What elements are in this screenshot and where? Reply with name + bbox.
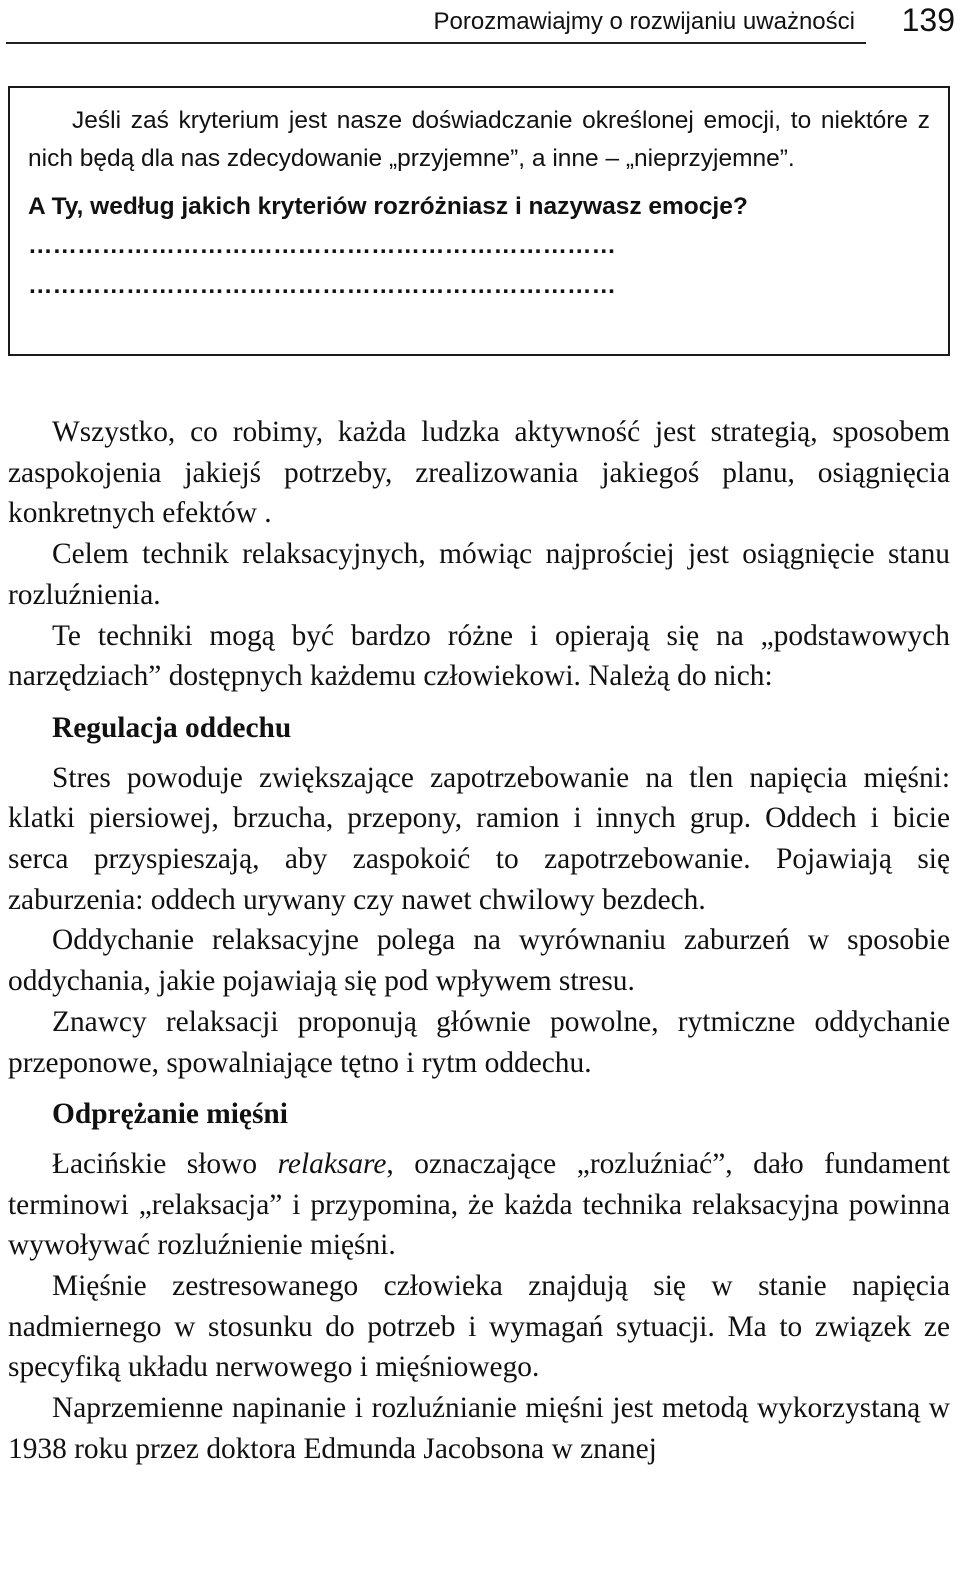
section-heading-muscles: Odprężanie mięśni [52, 1098, 288, 1131]
muscles-paragraph-1 [8, 1144, 950, 1266]
page-number: 139 [901, 2, 955, 38]
intro-paragraph-3: Te techniki mogą być bardzo różne i opierają się na „podstawowych narzędziach” dostępnych każdemu człowiekowi. Należą do nich: [8, 619, 950, 693]
running-title: Porozmawiajmy o rozwijaniu uważności [433, 8, 855, 35]
header-rule [6, 42, 866, 44]
reflection-box [8, 86, 950, 356]
muscles-paragraph-1-rest: , oznaczające „rozluźniać”, dało fundament terminowi „relaksacja” i przypomina, że każda technika relaksacyjna powinna wywoływać rozluźnienie mięśni. [8, 1147, 950, 1262]
answer-line-2: ……………………………………………………………… [28, 272, 616, 299]
muscles-paragraph-1-start: Łacińskie słowo [52, 1147, 278, 1180]
main-text [8, 412, 950, 1470]
box-paragraph: Jeśli zaś kryterium jest nasze doświadczanie określonej emocji, to niektóre z nich będą dla nas zdecydowanie „przyjemne”, a inne – „nieprzyjemne”. [28, 107, 930, 172]
breathing-paragraph-2: Oddychanie relaksacyjne polega na wyrównaniu zaburzeń w sposobie oddychania, jakie pojawiają się pod wpływem stresu. [8, 924, 950, 998]
answer-line-1: ……………………………………………………………… [28, 232, 616, 259]
muscles-paragraph-2: Mięśnie zestresowanego człowieka znajdują się w stanie napięcia nadmiernego w stosunku do potrzeb i wymagań sytuacji. Ma to związek ze specyfiką układu nerwowego i mięśniowego. [8, 1270, 950, 1384]
reflection-question: A Ty, według jakich kryteriów rozróżniasz i nazywasz emocje? [28, 193, 748, 220]
muscles-paragraph-3: Naprzemienne napinanie i rozluźnianie mięśni jest metodą wykorzystaną w 1938 roku przez doktora Edmunda Jacobsona w znanej [8, 1392, 950, 1465]
intro-paragraph-2: Celem technik relaksacyjnych, mówiąc najprościej jest osiągnięcie stanu rozluźnienia. [8, 538, 950, 611]
breathing-paragraph-1: Stres powoduje zwiększające zapotrzebowanie na tlen napięcia mięśni: klatki piersiowej, brzucha, przepony, ramion i innych grup. Oddech i bicie serca przyspieszają, aby zaspokoić to zapotrzebowanie. Pojawiają się zaburzenia: oddech urywany czy nawet chwilowy bezdech. [8, 761, 950, 916]
breathing-paragraph-3: Znawcy relaksacji proponują głównie powolne, rytmiczne oddychanie przeponowe, spowalniające tętno i rytm oddechu. [8, 1005, 950, 1079]
intro-paragraph-1: Wszystko, co robimy, każda ludzka aktywność jest strategią, sposobem zaspokojenia jakiejś potrzeby, zrealizowania jakiegoś planu, osiągnięcia konkretnych efektów . [8, 416, 950, 530]
running-header [0, 0, 960, 48]
latin-term: relaksare [277, 1147, 387, 1180]
section-heading-breathing: Regulacja oddechu [52, 711, 292, 744]
